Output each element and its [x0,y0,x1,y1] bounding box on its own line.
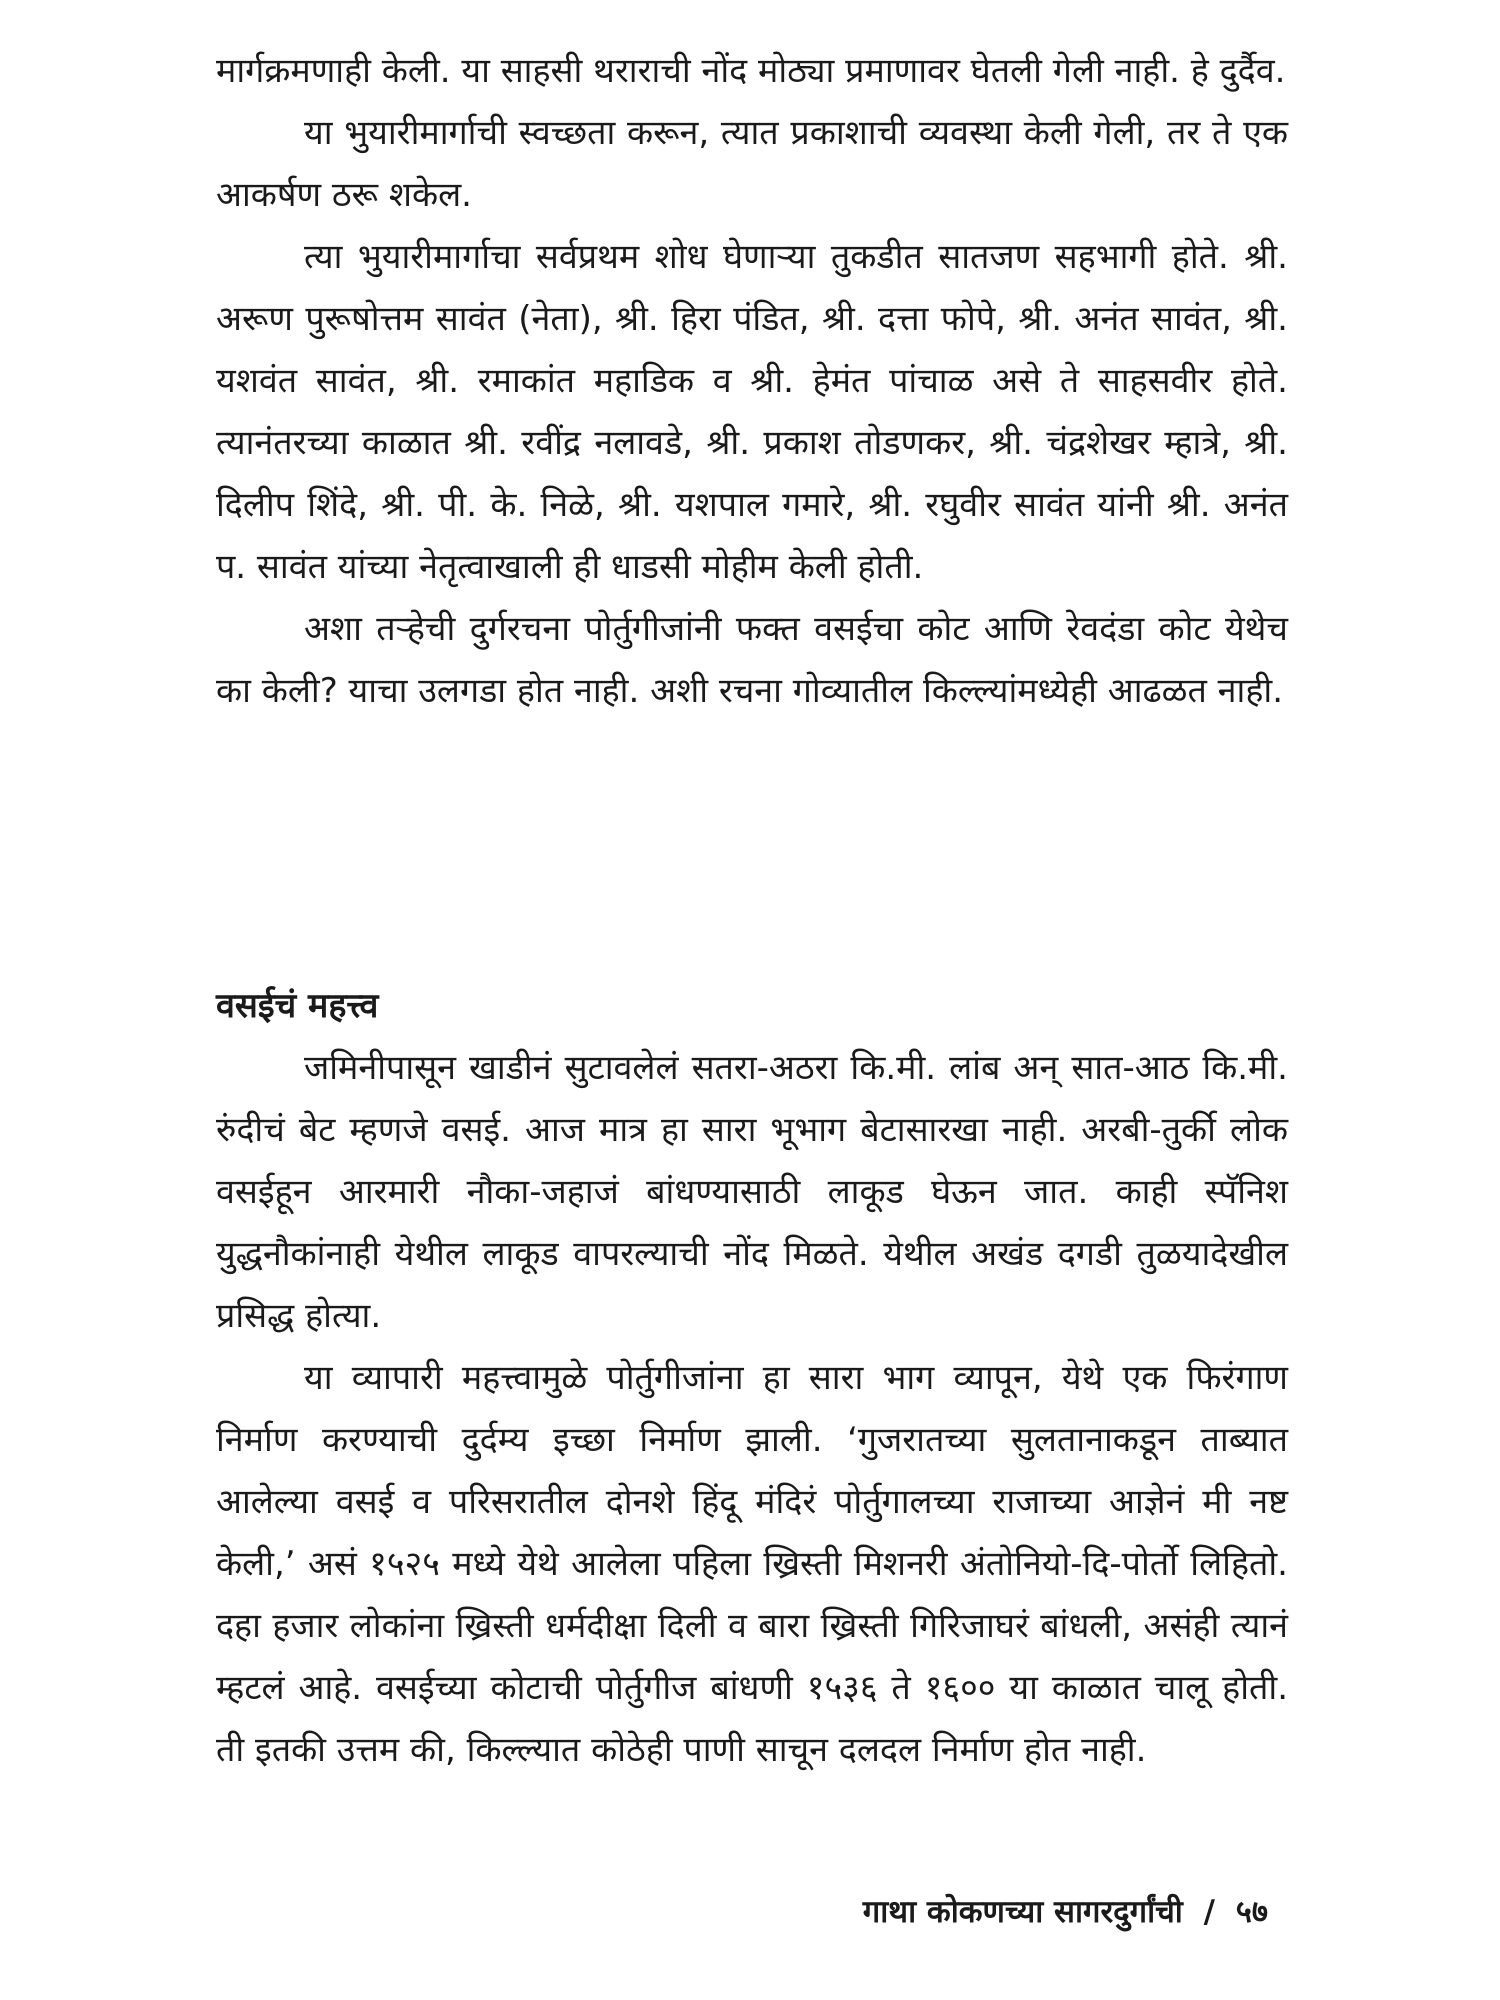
paragraph-cleaning-suggestion: या भुयारीमार्गाची स्वच्छता करून, त्यात प्रकाशाची व्यवस्था केली गेली, तर ते एक आकर्षण ठरू शकेल. [216,113,1288,215]
paragraph-expedition-members: त्या भुयारीमार्गाचा सर्वप्रथम शोध घेणाऱ्या तुकडीत सातजण सहभागी होते. श्री. अरूण पुरूषोत्तम सावंत (नेता), श्री. हिरा पंडित, श्री. दत्ता फोपे, श्री. अनंत सावंत, श्री. यशवंत सावंत, श्री. रमाकांत महाडिक व श्री. हेमंत पांचाळ असे ते साहसवीर होते. त्यानंतरच्या काळात श्री. रवींद्र नलावडे, श्री. प्रकाश तोडणकर, श्री. चंद्रशेखर म्हात्रे, श्री. दिलीप शिंदे, श्री. पी. के. निळे, श्री. यशपाल गमारे, श्री. रघुवीर सावंत यांनी श्री. अनंत प. सावंत यांच्या नेतृत्वाखाली ही धाडसी मोहीम केली होती. [216,237,1288,587]
page-footer [863,1892,1268,1932]
paragraph-portuguese-history: या व्यापारी महत्त्वामुळे पोर्तुगीजांना हा सारा भाग व्यापून, येथे एक फिरंगाण निर्माण करण्याची दुर्दम्य इच्छा निर्माण झाली. ‘गुजरातच्या सुलतानाकडून ताब्यात आलेल्या वसई व परिसरातील दोनशे हिंदू मंदिरं पोर्तुगालच्या राजाच्या आज्ञेनं मी नष्ट केली,’ असं १५२५ मध्ये येथे आलेला पहिला ख्रिस्ती मिशनरी अंतोनियो-दि-पोर्तो लिहितो. दहा हजार लोकांना ख्रिस्ती धर्मदीक्षा दिली व बारा ख्रिस्ती गिरिजाघरं बांधली, असंही त्यानं म्हटलं आहे. वसईच्या कोटाची पोर्तुगीज बांधणी १५३६ ते १६०० या काळात चालू होती. ती इतकी उत्तम की, किल्ल्यात कोठेही पाणी साचून दलदल निर्माण होत नाही. [216,1358,1288,1770]
section-continuation [216,40,1288,722]
page-number: ५७ [1235,1894,1268,1930]
section-heading: वसईचं महत्त्व [216,986,379,1026]
running-title: गाथा कोकणच्या सागरदुर्गांची [862,1894,1183,1930]
paragraph-continuation: मार्गक्रमणाही केली. या साहसी थराराची नोंद मोठ्या प्रमाणावर घेतली गेली नाही. हे दुर्दैव. [216,51,1286,91]
section-vasai-importance [216,1037,1288,1781]
paragraph-vasai-island: जमिनीपासून खाडीनं सुटावलेलं सतरा-अठरा कि.मी. लांब अन् सात-आठ कि.मी. रुंदीचं बेट म्हणजे वसई. आज मात्र हा सारा भूभाग बेटासारखा नाही. अरबी-तुर्की लोक वसईहून आरमारी नौका-जहाजं बांधण्यासाठी लाकूड घेऊन जात. काही स्पॅनिश युद्धनौकांनाही येथील लाकूड वापरल्याची नोंद मिळते. येथील अखंड दगडी तुळयादेखील प्रसिद्ध होत्या. [216,1048,1288,1336]
footer-separator: / [1203,1894,1215,1930]
paragraph-fort-design: अशा तऱ्हेची दुर्गरचना पोर्तुगीजांनी फक्त वसईचा कोट आणि रेवदंडा कोट येथेच का केली? याचा उलगडा होत नाही. अशी रचना गोव्यातील किल्ल्यांमध्येही आढळत नाही. [216,609,1288,711]
